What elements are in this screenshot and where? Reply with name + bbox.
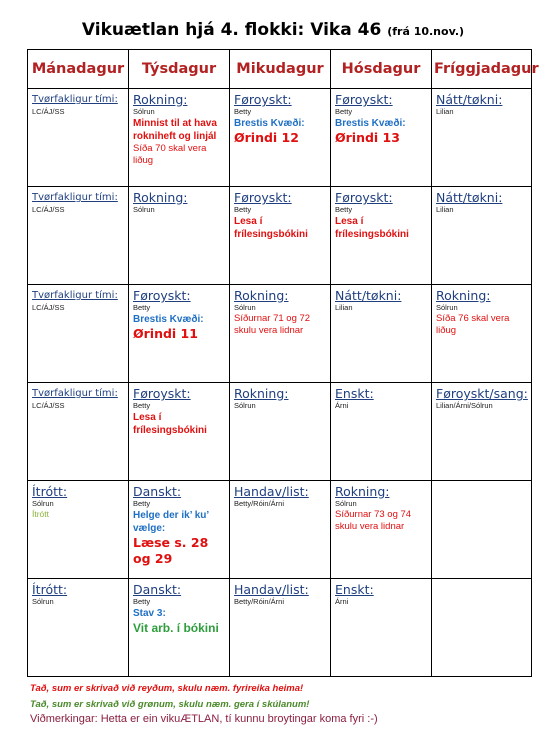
subject-label: Nátt/tøkni: [335, 288, 402, 303]
subject-label: Nátt/tøkni: [436, 92, 503, 107]
lesson-cell [230, 187, 331, 285]
teacher-label: Lilian [436, 107, 454, 116]
teacher-label: Árni [335, 597, 349, 606]
teacher-label: Sólrun [32, 597, 54, 606]
day-header-wednesday: Mikudagur [230, 50, 331, 89]
lesson-cell [129, 285, 230, 383]
lesson-cell [432, 383, 532, 481]
lesson-cell [129, 89, 230, 187]
assignment-text: Brestis Kvæði: [335, 118, 406, 129]
lesson-cell [432, 187, 532, 285]
assignment-text: Lesa í frílesingsbókini [335, 216, 409, 240]
schedule-body [28, 89, 532, 677]
assignment-text: Lesa í frílesingsbókini [234, 216, 308, 240]
subject-label: Rokning: [234, 288, 289, 303]
teacher-label: Lilian [335, 303, 353, 312]
lesson-cell [230, 89, 331, 187]
lesson-cell [432, 89, 532, 187]
assignment-text: Brestis Kvæði: [234, 118, 305, 129]
subject-label: Tvørfakligur tími: [32, 192, 118, 203]
subject-label: Føroyskt: [133, 288, 191, 303]
teacher-label: LC/ÁJ/SS [32, 107, 65, 116]
lesson-cell [129, 481, 230, 579]
assignment-text: Lesa í frílesingsbókini [133, 412, 207, 436]
header-row [28, 50, 532, 89]
lesson-cell [28, 285, 129, 383]
teacher-label: Sólrun [234, 401, 256, 410]
subject-label: Ítrótt: [32, 484, 68, 499]
teacher-label: Betty [335, 205, 353, 214]
lesson-cell [129, 579, 230, 677]
subject-label: Rokning: [234, 386, 289, 401]
lesson-cell [230, 285, 331, 383]
subject-label: Enskt: [335, 582, 374, 597]
lesson-cell [331, 383, 432, 481]
subject-label: Føroyskt: [335, 92, 393, 107]
assignment-text: Síða 70 skal vera liðug [133, 143, 207, 166]
assignment-text: Læse s. 28 og 29 [133, 535, 209, 566]
day-header-friday: Fríggjadagur [432, 50, 532, 89]
subject-label: Føroyskt: [234, 92, 292, 107]
period-row [28, 383, 532, 481]
assignment-text: Ørindi 12 [234, 130, 299, 145]
subject-label: Tvørfakligur tími: [32, 290, 118, 301]
lesson-cell [230, 579, 331, 677]
subject-label: Rokning: [335, 484, 390, 499]
lesson-cell [230, 383, 331, 481]
subject-label: Handav/list: [234, 582, 309, 597]
note-homework: Tað, sum er skrivað við reyðum, skulu næm. fyrireika heima! [30, 683, 304, 694]
assignment-text: Ørindi 11 [133, 326, 198, 341]
title-main: Vikuætlan hjá 4. flokki: Vika 46 [81, 20, 382, 40]
teacher-label: Sólrun [335, 499, 357, 508]
teacher-label: LC/ÁJ/SS [32, 205, 65, 214]
subject-label: Rokning: [436, 288, 491, 303]
period-row [28, 285, 532, 383]
teacher-label: Sólrun [436, 303, 458, 312]
lesson-cell [432, 579, 532, 677]
assignment-text: Brestis Kvæði: [133, 314, 204, 325]
period-row [28, 187, 532, 285]
lesson-cell [331, 187, 432, 285]
teacher-label: Betty [234, 107, 252, 116]
teacher-label: Betty/Róin/Árni [234, 597, 285, 606]
lesson-cell [28, 481, 129, 579]
lesson-cell [28, 579, 129, 677]
subject-label: Føroyskt/sang: [436, 386, 528, 401]
teacher-label: Lilian [436, 205, 454, 214]
assignment-text: Helge der ik’ ku’ vælge: [133, 510, 209, 534]
lesson-cell [28, 187, 129, 285]
assignment-text: Síðurnar 73 og 74 skulu vera lidnar [335, 509, 412, 532]
teacher-label: Sólrun [234, 303, 256, 312]
subject-label: Føroyskt: [335, 190, 393, 205]
assignment-text: Síðurnar 71 og 72 skulu vera lidnar [234, 313, 311, 336]
teacher-label: Betty [234, 205, 252, 214]
subject-label: Handav/list: [234, 484, 309, 499]
subject-label: Tvørfakligur tími: [32, 388, 118, 399]
period-row [28, 481, 532, 579]
teacher-label: Betty [133, 303, 151, 312]
teacher-label: Sólrun [133, 107, 155, 116]
teacher-label: Betty/Róin/Árni [234, 499, 285, 508]
assignment-text: Ítrótt [32, 509, 50, 519]
remarks: Viðmerkingar: Hetta er ein vikuÆTLAN, tí kunnu broytingar koma fyri :-) [30, 713, 378, 725]
lesson-cell [129, 187, 230, 285]
teacher-label: LC/ÁJ/SS [32, 401, 65, 410]
assignment-text: Minnist til at hava rokniheft og linjál [133, 118, 217, 142]
teacher-label: Árni [335, 401, 349, 410]
subject-label: Rokning: [133, 92, 188, 107]
subject-label: Rokning: [133, 190, 188, 205]
teacher-label: LC/ÁJ/SS [32, 303, 65, 312]
lesson-cell [331, 579, 432, 677]
subject-label: Enskt: [335, 386, 374, 401]
day-header-tuesday: Týsdagur [129, 50, 230, 89]
period-row [28, 579, 532, 677]
subject-label: Nátt/tøkni: [436, 190, 503, 205]
lesson-cell [331, 285, 432, 383]
teacher-label: Betty [133, 499, 151, 508]
schedule-table [27, 49, 539, 677]
subject-label: Danskt: [133, 484, 182, 499]
teacher-label: Sólrun [32, 499, 54, 508]
lesson-cell [432, 481, 532, 579]
lesson-cell [331, 481, 432, 579]
title-date: (frá 10.nov.) [387, 25, 465, 38]
lesson-cell [129, 383, 230, 481]
period-row [28, 89, 532, 187]
assignment-text: Síða 76 skal vera liðug [436, 313, 510, 336]
assignment-text: Stav 3: [133, 608, 166, 619]
teacher-label: Sólrun [133, 205, 155, 214]
lesson-cell [432, 285, 532, 383]
lesson-cell [331, 89, 432, 187]
day-header-monday: Mánadagur [28, 50, 129, 89]
subject-label: Tvørfakligur tími: [32, 94, 118, 105]
lesson-cell [230, 481, 331, 579]
day-header-thursday: Hósdagur [331, 50, 432, 89]
note-classwork: Tað, sum er skrivað við grønum, skulu næm. gera í skúlanum! [30, 699, 310, 710]
teacher-label: Lilian/Árni/Sólrun [436, 401, 493, 410]
subject-label: Ítrótt: [32, 582, 68, 597]
assignment-text: Vit arb. í bókini [133, 621, 219, 635]
subject-label: Danskt: [133, 582, 182, 597]
subject-label: Føroyskt: [234, 190, 292, 205]
subject-label: Føroyskt: [133, 386, 191, 401]
teacher-label: Betty [133, 597, 151, 606]
teacher-label: Betty [335, 107, 353, 116]
assignment-text: Ørindi 13 [335, 130, 400, 145]
page-title [0, 20, 546, 40]
teacher-label: Betty [133, 401, 151, 410]
lesson-cell [28, 89, 129, 187]
lesson-cell [28, 383, 129, 481]
